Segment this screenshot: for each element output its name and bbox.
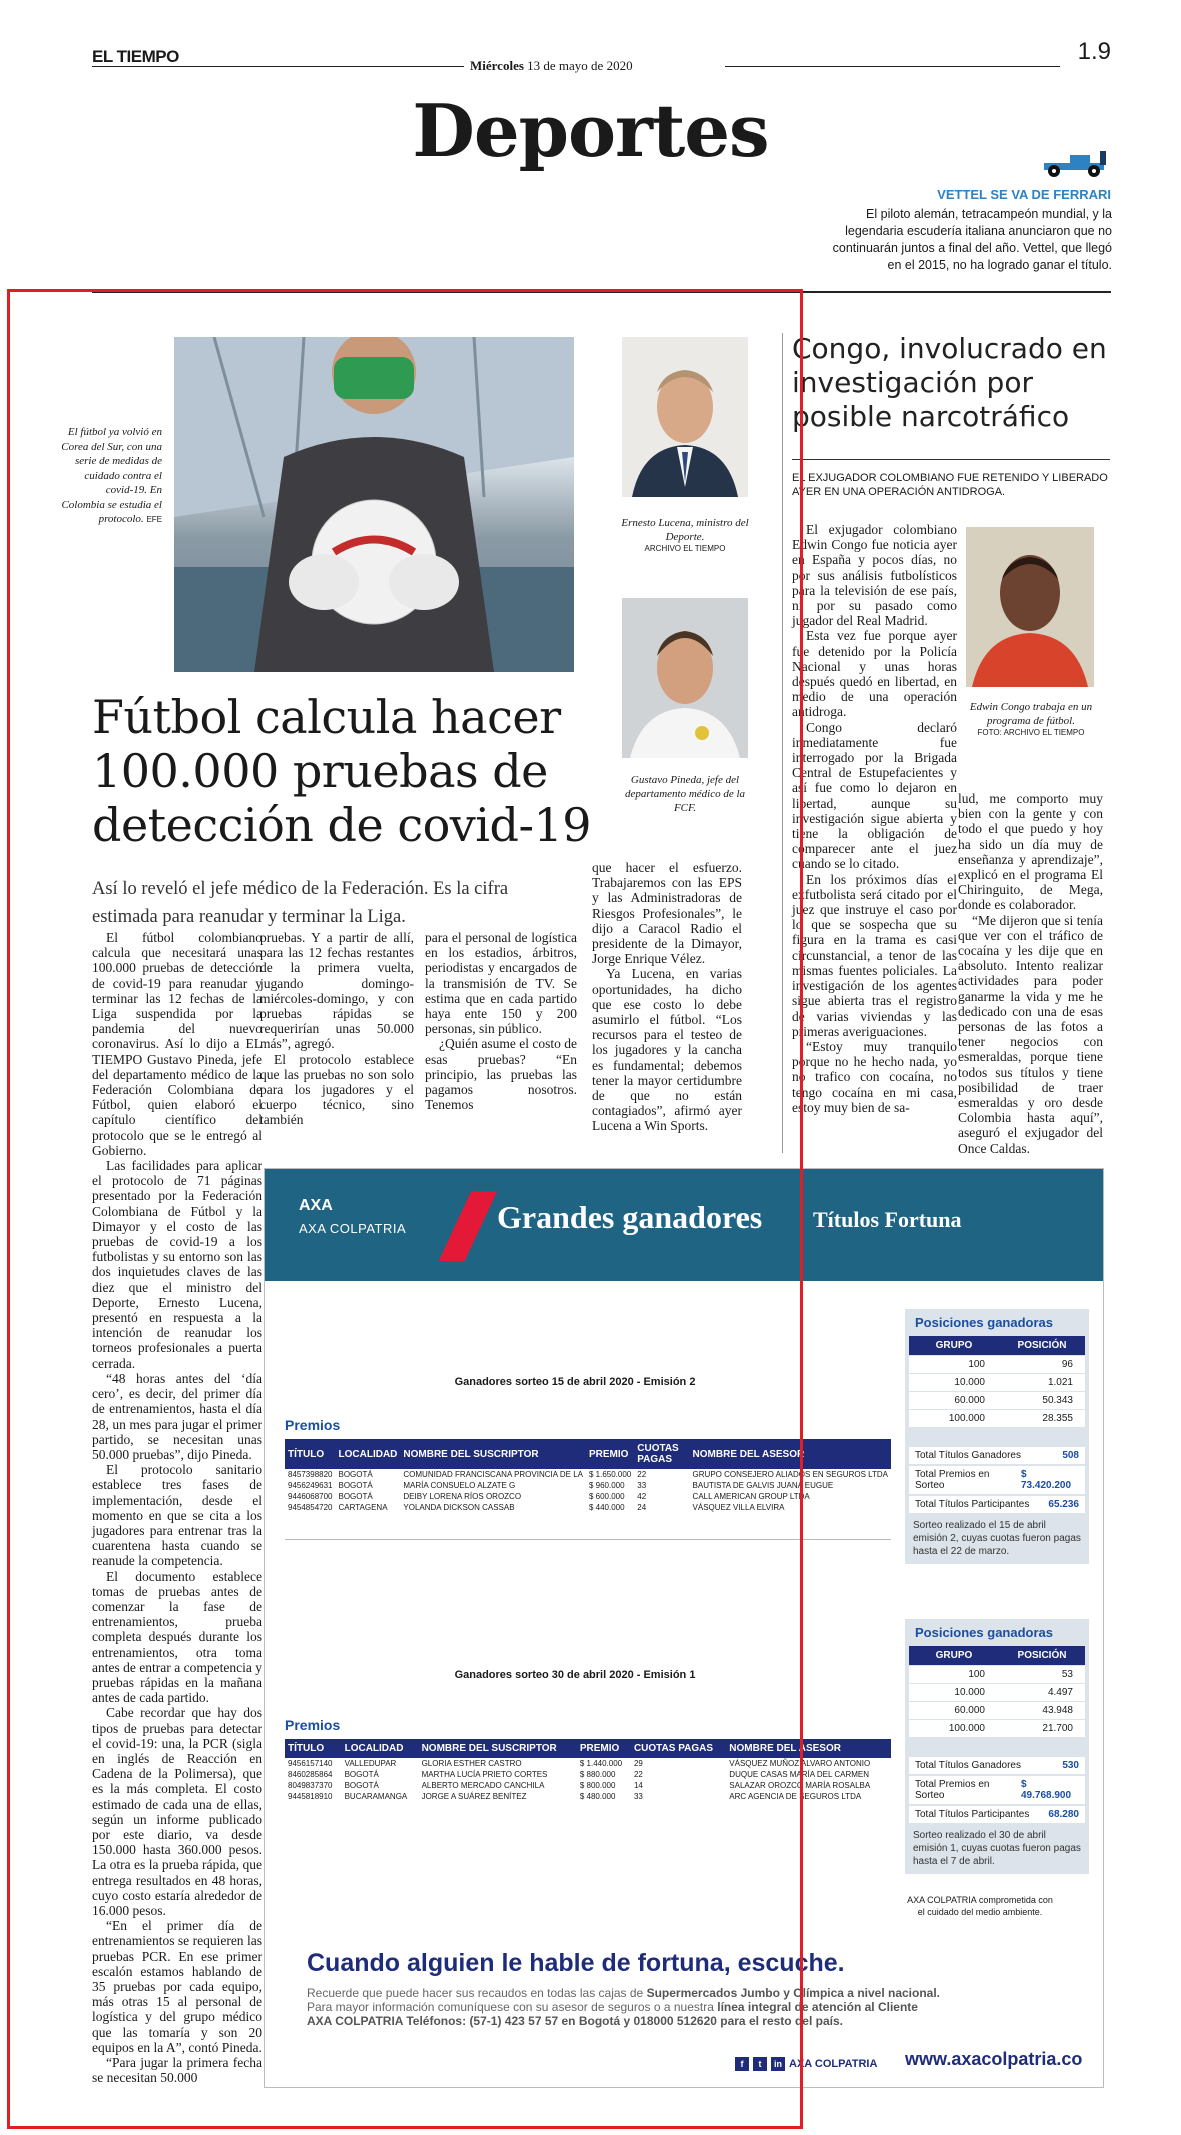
caption-text: El fútbol ya volvió en Corea del Sur, con una serie de medidas de cuidado contra el covid-19. En Colombia se estudia el protocolo. (61, 426, 162, 525)
twitter-icon[interactable]: t (753, 2057, 767, 2071)
draw2-winners-table (285, 1739, 891, 1802)
photo-credit: EFE (146, 515, 162, 524)
portrait-gustavo (622, 598, 748, 758)
axa-logo-text: AXA (299, 1197, 333, 1214)
positions-title: Posiciones ganadoras (915, 1315, 1053, 1330)
column-divider (782, 333, 783, 1153)
positions-row: 10.000 1.021 (909, 1374, 1085, 1391)
portrait-ernesto (622, 337, 748, 497)
axa-logo (299, 1197, 406, 1236)
positions-total: Total Títulos Ganadores 508 (909, 1447, 1085, 1464)
ad-divider (285, 1539, 891, 1540)
page-rule (92, 291, 1111, 293)
col-header: NOMBRE DEL ASESOR (726, 1739, 891, 1758)
col-header: PREMIO (586, 1439, 634, 1469)
paragraph: “Estoy muy tranquilo porque no he hecho nada, yo no trafico con cocaína, no tengo cocaína en mi casa, estoy muy bien de sa- (792, 1038, 957, 1115)
col-header: CUOTAS PAGAS (634, 1439, 689, 1469)
draw1-winners-table (285, 1439, 891, 1513)
table-row: 9454854720 CARTAGENA YOLANDA DICKSON CASSAB $ 440.000 24 VÁSQUEZ VILLA ELVIRA (288, 1503, 785, 1512)
draw2-premios-label: Premios (285, 1717, 341, 1733)
congo-kicker: EL EXJUGADOR COLOMBIANO FUE RETENIDO Y LIBERADO AYER EN UNA OPERACIÓN ANTIDROGA. (792, 472, 1108, 498)
draw1-title: Ganadores sorteo 15 de abril 2020 - Emisión 2 (454, 1376, 696, 1388)
table-row: 9445818910 BUCARAMANGA JORGE A SUÁREZ BENÍTEZ $ 480.000 33 ARC AGENCIA DE SEGUROS LTDA (288, 1792, 862, 1801)
article-column-4 (592, 860, 742, 1134)
section-title: Deportes (412, 88, 769, 173)
draw1-positions-box (905, 1309, 1089, 1564)
axa-logo-sub: AXA COLPATRIA (299, 1221, 407, 1236)
ad-fine-print: Recuerde que puede hacer sus recaudos en todas las cajas de Supermercados Jumbo y Olímpica a nivel nacional. Para mayor información comuníquese con su asesor de seguros o a nuestra línea integral de atención al Cliente AXA COLPATRIA Teléfonos: (57-1) 423 57 57 en Bogotá y 018000 512620 para el resto del país. (307, 1986, 941, 2028)
main-photo-caption (60, 425, 162, 527)
col-header: NOMBRE DEL SUSCRIPTOR (419, 1739, 577, 1758)
ernesto-photo (622, 337, 748, 497)
brief-headline: VETTEL SE VA DE FERRARI (937, 187, 1111, 202)
date-rest: 13 de mayo de 2020 (527, 58, 633, 73)
congo-headline: Congo, involucrado en investigación por posible narcotráfico (792, 332, 1107, 433)
draw2-positions-box (905, 1619, 1089, 1874)
paragraph: Cabe recordar que hay dos tipos de pruebas para detectar el covid-19: una, la PCR (sigla en inglés de Reacción en Cadena de la Polimersa), que es la más completa. El costo estimado de cada una de ellas, según un informe publicado por este diario, va desde 150.000 hasta 360.000 pesos. La otra es la prueba rápida, que entrega resultados en 48 horas, cuyo costo estaría alrededor de 16.000 pesos. (92, 1705, 262, 1918)
paragraph: “En el primer día de entrenamientos se requieren las pruebas PCR. En ese primer escalón estamos hablando de 35 pruebas por cada equipo, más otras 15 al personal de logística y del grupo médico que las tomaría y son 20 equipos en la A”, contó Pineda. (92, 1918, 262, 2055)
paragraph: En los próximos días el exfutbolista será citado por el juez que instruye el caso por lo que se sospecha que su figura en la trama es casi circunstancial, a tenor de las mismas fuentes policiales. La investigación de los agentes sigue abierta tras el registro de varias viviendas y las primeras averiguaciones. (792, 871, 957, 1039)
positions-row: 100 96 (909, 1356, 1085, 1373)
table-row: 8457398820 BOGOTÁ COMUNIDAD FRANCISCANA PROVINCIA DE LA $ 1.650.000 22 GRUPO CONSEJERO ALIADOS EN SEGUROS LTDA (288, 1470, 888, 1479)
portrait-edwin (966, 527, 1094, 687)
paragraph: lud, me comporto muy bien con la gente y con todo el que puedo y hoy ha sido un día muy de enseñanza y aprendizaje”, explicó en el programa El Chiringuito, de Mega, donde es colaborador. (958, 791, 1103, 913)
ernesto-caption (620, 516, 750, 553)
positions-header: GRUPO POSICIÓN (909, 1646, 1085, 1665)
col-header: PREMIO (577, 1739, 631, 1758)
photo-credit: ARCHIVO EL TIEMPO (644, 544, 726, 553)
paragraph: “Me dijeron que si tenía que ver con el tráfico de cocaína y les dije que en absoluto. Intento realizar actividades para poder ganarme la vida y me he dedicado con una de esas personas de las fotos a tener negocios con esmeraldas, porque tiene todos sus títulos y tiene posibilidad de traer esmeraldas y oro desde Colombia hasta aquí”, aseguró el exjugador del Once Caldas. (958, 912, 1103, 1156)
positions-row: 100.000 28.355 (909, 1410, 1085, 1427)
ad-subtitle: Títulos Fortuna (813, 1207, 962, 1232)
paragraph: ¿Quién asume el costo de esas pruebas? “En principio, las pruebas las pagamos nosotros. Tenemos (425, 1036, 577, 1113)
photo-credit: FOTO: ARCHIVO EL TIEMPO (977, 728, 1085, 737)
axa-slash-icon (439, 1191, 498, 1261)
ad-url[interactable]: www.axacolpatria.co (905, 2049, 1083, 2069)
paragraph: El fútbol colombiano calcula que necesitará unas 100.000 pruebas de detección de covid-19 para reanudar y terminar las 12 fechas de la Liga suspendida por la pandemia del nuevo coronavirus. Así lo dijo a EL TIEMPO Gustavo Pineda, jefe del departamento médico de la Federación Colombiana de Fútbol, quien elaboró el capítulo científico del protocolo que se le entregó al Gobierno. (92, 930, 262, 1158)
positions-note: Sorteo realizado el 15 de abril emisión 2, cuyas cuotas fueron pagas hasta el 22 de marzo. (913, 1520, 1081, 1557)
ad-footer (735, 2057, 877, 2071)
col-header: CUOTAS PAGAS (631, 1739, 726, 1758)
paragraph: Las facilidades para aplicar el protocolo de 71 páginas presentado por la Federación Colombiana de Fútbol y la Dimayor y el costo de las pruebas de covid-19 a los futbolistas y su entorno son las dos inquietudes claves de las diez que el ministro del Deporte, Ernesto Lucena, presentó en respuesta a la intención de reanudar los torneos profesionales a puerta cerrada. (92, 1158, 262, 1371)
ad-slogan: Cuando alguien le hable de fortuna, escuche. (307, 1949, 845, 1977)
positions-total: Total Títulos Ganadores 530 (909, 1757, 1085, 1774)
masthead-rule-right (725, 66, 1060, 67)
masthead-date (470, 58, 633, 74)
table-header-row (285, 1739, 891, 1758)
axa-advertisement (264, 1168, 1104, 2088)
table-row: 8049837370 BOGOTÁ ALBERTO MERCADO CANCHILA $ 800.000 14 SALAZAR OROZCO MARÍA ROSALBA (288, 1781, 871, 1790)
masthead-brand: EL TIEMPO (92, 47, 179, 66)
article-column-3 (425, 930, 577, 1112)
positions-row: 10.000 4.497 (909, 1684, 1085, 1701)
paragraph: Ya Lucena, en varias oportunidades, ha dicho que ese costo lo debe asumirlo el fútbol. “Los recursos para el testeo de los jugadores y la cancha es fundamental; debemos tener la mayor certidumbre de que no están contagiados”, afirmó ayer Lucena a Win Sports. (592, 966, 742, 1134)
positions-row: 60.000 50.343 (909, 1392, 1085, 1409)
table-row: 9456157140 VALLEDUPAR GLORIA ESTHER CASTRO $ 1.440.000 29 VÁSQUEZ MUÑOZ ALVARO ANTONIO (288, 1759, 871, 1768)
positions-total: Total Títulos Participantes 65.236 (909, 1496, 1085, 1513)
edwin-caption (960, 700, 1102, 737)
article-column-2 (260, 930, 414, 1128)
caption-text: Ernesto Lucena, ministro del Deporte. (621, 517, 749, 543)
caption-text: Edwin Congo trabaja en un programa de fútbol. (969, 701, 1093, 727)
table-row: 9446068700 BOGOTÁ DEIBY LORENA RÍOS OROZCO $ 600.000 42 CALL AMERICAN GROUP LTDA (288, 1492, 810, 1501)
paragraph: pruebas. Y a partir de allí, para las 12 fechas restantes de la primera vuelta, jugando domingo-miércoles-domingo, y con pruebas rápidas se requerirían unas 50.000 más”, agregó. (260, 930, 414, 1052)
article-column-1 (92, 930, 262, 2085)
col-header: LOCALIDAD (342, 1739, 419, 1758)
congo-column-2 (958, 791, 1103, 1156)
col-header: NOMBRE DEL ASESOR (690, 1439, 891, 1469)
paragraph: “Para jugar la primera fecha se necesitan 50.000 (92, 2055, 262, 2086)
positions-title: Posiciones ganadoras (915, 1625, 1053, 1640)
main-photo (174, 337, 574, 672)
player-photo-illustration (174, 337, 574, 672)
table-header-row (285, 1439, 891, 1469)
paragraph: El exjugador colombiano Edwin Congo fue noticia ayer en España y pocos días, no por sus análisis futbolísticos para la televisión de ese país, ni por su pasado como jugador del Real Madrid. (792, 522, 957, 629)
positions-note: Sorteo realizado el 30 de abril emisión 1, cuyas cuotas fueron pagas hasta el 7 de abril. (913, 1830, 1081, 1867)
ad-banner (265, 1169, 1103, 1281)
page-number: 1.9 (1077, 38, 1111, 65)
gustavo-caption: Gustavo Pineda, jefe del departamento médico de la FCF. (624, 774, 746, 814)
congo-column-1 (792, 522, 957, 1115)
brief-text: El piloto alemán, tetracampeón mundial, y la legendaria escudería italiana anunciaron que no continuarán juntos a final del año. Vettel, que llegó en el 2015, no ha logrado ganar el título. (832, 207, 1112, 272)
positions-total: Total Premios en Sorteo $ 73.420.200 (909, 1466, 1085, 1494)
col-header: TÍTULO (285, 1439, 336, 1469)
positions-row: 60.000 43.948 (909, 1702, 1085, 1719)
ad-title: Grandes ganadores (497, 1199, 763, 1235)
draw1-premios-label: Premios (285, 1417, 341, 1433)
paragraph: para el personal de logística en los estadios, árbitros, periodistas y encargados de la transmisión de TV. Se estima que en cada partido haya ente 150 y 200 personas, sin público. (425, 930, 577, 1037)
edwin-photo (966, 527, 1094, 687)
positions-row: 100.000 21.700 (909, 1720, 1085, 1737)
facebook-icon[interactable]: f (735, 2057, 749, 2071)
positions-row: 100 53 (909, 1666, 1085, 1683)
congo-rule (792, 459, 1110, 460)
article-headline: Fútbol calcula hacer 100.000 pruebas de detección de covid-19 (92, 690, 592, 852)
paragraph: El protocolo sanitario establece tres fases de implementación, desde el momento en que se cita a los jugadores para entrenar tras la cuarentena hasta cuando se reanude la competencia. (92, 1462, 262, 1569)
gustavo-photo (622, 598, 748, 758)
paragraph: que hacer el esfuerzo. Trabajaremos con las EPS y las Administradoras de Riesgos Profesionales”, le dijo a Caracol Radio el presidente de la Dimayor, Jorge Enrique Vélez. (592, 860, 742, 967)
col-header: TÍTULO (285, 1739, 342, 1758)
positions-header: GRUPO POSICIÓN (909, 1336, 1085, 1355)
col-header: LOCALIDAD (336, 1439, 401, 1469)
positions-total: Total Títulos Participantes 68.280 (909, 1806, 1085, 1823)
footer-brand: AXA COLPATRIA (789, 2058, 878, 2070)
table-row: 8460285864 BOGOTÁ MARTHA LUCÍA PRIETO CORTES $ 880.000 22 DUQUE CASAS MARÍA DEL CARMEN (288, 1770, 870, 1779)
date-day: Miércoles (470, 58, 524, 73)
race-car-icon (1040, 143, 1110, 179)
paragraph: “48 horas antes del ‘día cero’, es decir, del primer día de entrenamientos, hasta el día 28, un mes para jugar el primer partido, se necesitan unas 50.000 pruebas”, dijo Pineda. (92, 1370, 262, 1462)
draw2-title: Ganadores sorteo 30 de abril 2020 - Emisión 1 (454, 1669, 696, 1681)
table-row: 9456249631 BOGOTÁ MARÍA CONSUELO ALZATE G $ 960.000 33 BAUTISTA DE GALVIS JUANA EUGUE (288, 1481, 834, 1490)
paragraph: Esta vez fue porque ayer fue detenido por la Policía Nacional y unas horas después quedó en libertad, en medio de una operación antidroga. (792, 628, 957, 720)
masthead-rule-left (92, 66, 464, 67)
paragraph: Congo declaró inmediatamente fue interrogado por la Brigada Central de Estupefacientes y así fue como lo dejaron en libertad, aunque su investigación sigue abierta y tiene la obligación de comparecer ante el juez cuando se lo citado. (792, 719, 957, 872)
ad-commitment: AXA COLPATRIA comprometida con el cuidado del medio ambiente. (907, 1895, 1053, 1917)
paragraph: El protocolo establece que las pruebas no son solo para los jugadores y el cuerpo técnico, sino también (260, 1051, 414, 1128)
linkedin-icon[interactable]: in (771, 2057, 785, 2071)
col-header: NOMBRE DEL SUSCRIPTOR (400, 1439, 586, 1469)
article-lead: Así lo reveló el jefe médico de la Federación. Es la cifra estimada para reanudar y terminar la Liga. (92, 879, 509, 927)
positions-total: Total Premios en Sorteo $ 49.768.900 (909, 1776, 1085, 1804)
paragraph: El documento establece tomas de pruebas antes de comenzar la fase de entrenamientos, prueba completa después durante los entrenamientos, otra toma antes de entrar a competencia y pruebas rápidas en la mañana antes de cada partido. (92, 1568, 262, 1706)
